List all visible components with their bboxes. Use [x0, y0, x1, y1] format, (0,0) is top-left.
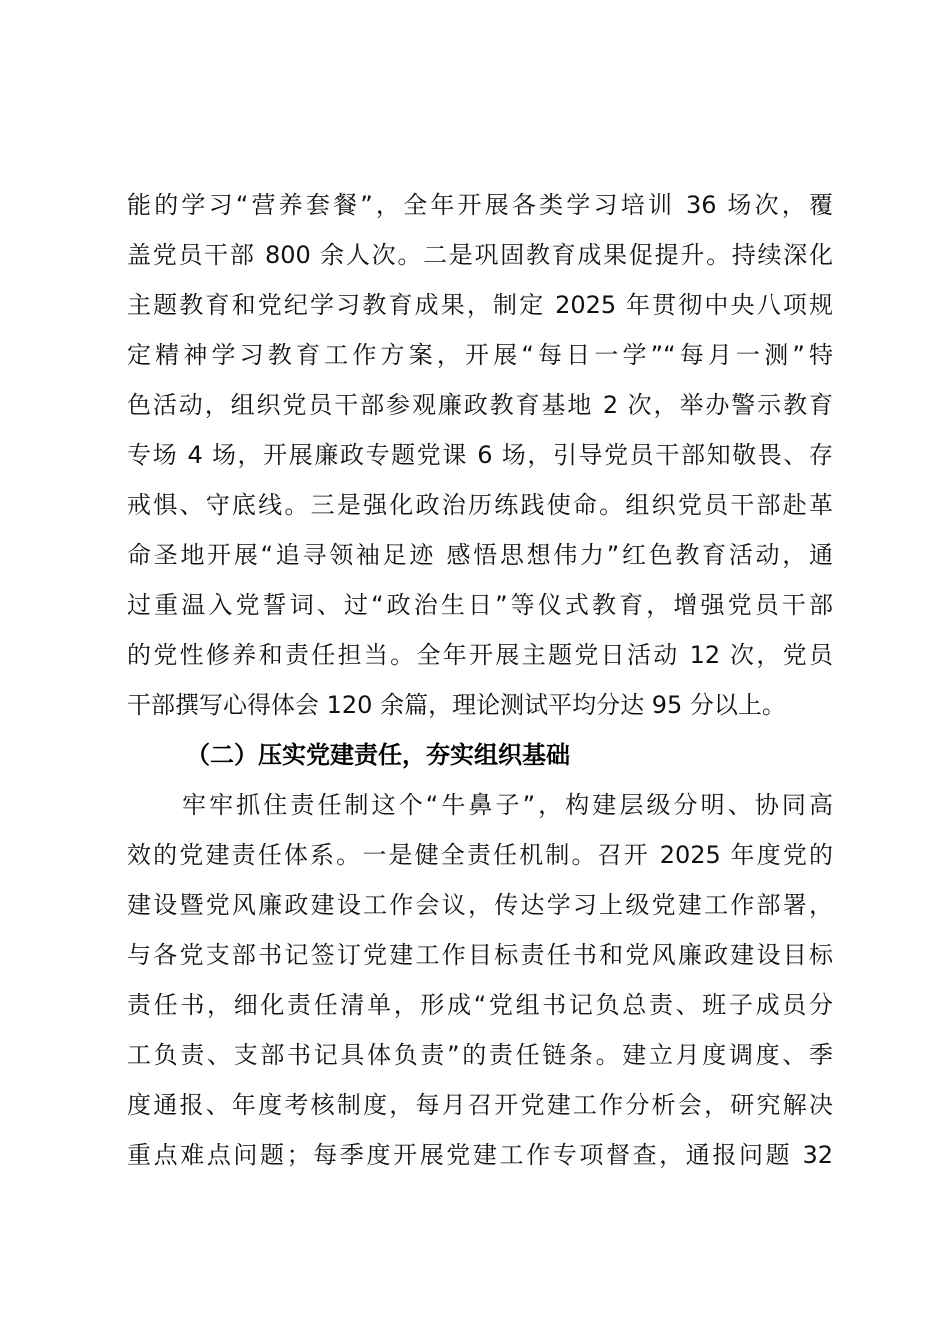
paragraph-line: 专场 4 场，开展廉政专题党课 6 场，引导党员干部知敬畏、存: [127, 441, 833, 469]
paragraph-line: 重点难点问题；每季度开展党建工作专项督查，通报问题 32: [127, 1141, 833, 1169]
paragraph-line: 戒惧、守底线。三是强化政治历练践使命。组织党员干部赴革: [127, 491, 833, 519]
paragraph-line: 的党性修养和责任担当。全年开展主题党日活动 12 次，党员: [127, 641, 833, 669]
paragraph-line: 与各党支部书记签订党建工作目标责任书和党风廉政建设目标: [127, 941, 833, 969]
paragraph-line: 命圣地开展“追寻领袖足迹 感悟思想伟力”红色教育活动，通: [127, 541, 833, 569]
paragraph-line: 色活动，组织党员干部参观廉政教育基地 2 次，举办警示教育: [127, 391, 833, 419]
paragraph-line: 建设暨党风廉政建设工作会议，传达学习上级党建工作部署，: [127, 891, 833, 919]
paragraph-line: 过重温入党誓词、过“政治生日”等仪式教育，增强党员干部: [127, 591, 833, 619]
paragraph-line: 责任书，细化责任清单，形成“党组书记负总责、班子成员分: [127, 991, 833, 1019]
paragraph-line: 定精神学习教育工作方案，开展“每日一学”“每月一测”特: [127, 341, 833, 369]
paragraph-line: 能的学习“营养套餐”，全年开展各类学习培训 36 场次，覆: [127, 191, 833, 219]
section-heading: （二）压实党建责任，夯实组织基础: [186, 741, 570, 769]
paragraph-line: 干部撰写心得体会 120 余篇，理论测试平均分达 95 分以上。: [127, 691, 786, 719]
paragraph-line: 盖党员干部 800 余人次。二是巩固教育成果促提升。持续深化: [127, 241, 833, 269]
paragraph-line: 牢牢抓住责任制这个“牛鼻子”，构建层级分明、协同高: [182, 791, 833, 819]
paragraph-line: 主题教育和党纪学习教育成果，制定 2025 年贯彻中央八项规: [127, 291, 833, 319]
paragraph-line: 工负责、支部书记具体负责”的责任链条。建立月度调度、季: [127, 1041, 833, 1069]
paragraph-line: 度通报、年度考核制度，每月召开党建工作分析会，研究解决: [127, 1091, 833, 1119]
paragraph-line: 效的党建责任体系。一是健全责任机制。召开 2025 年度党的: [127, 841, 833, 869]
